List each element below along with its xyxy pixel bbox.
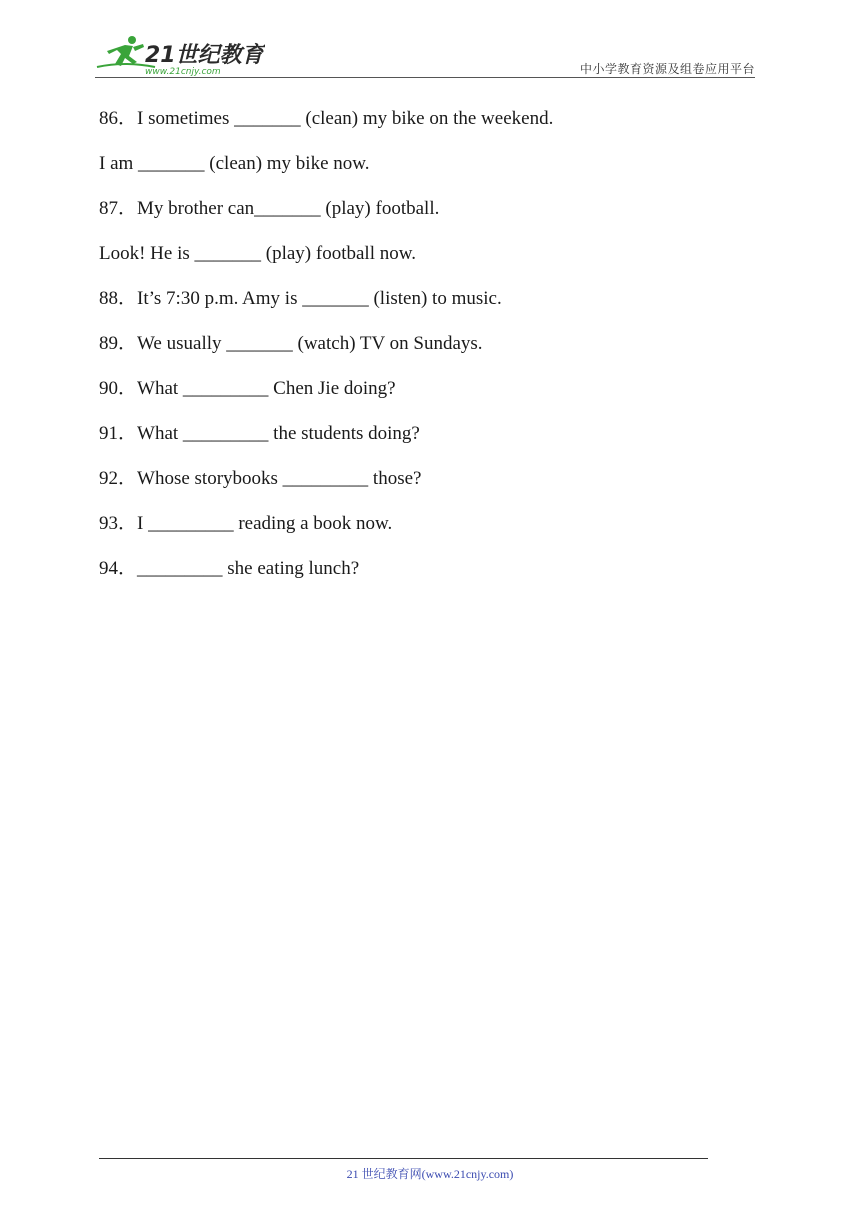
question-text: Whose storybooks _________ those? [137,468,422,489]
question-text: Look! He is _______ (play) football now. [99,243,416,264]
question-text: What _________ Chen Jie doing? [137,378,396,399]
question-number: 94． [99,558,138,579]
question-number: 86． [99,108,138,129]
question-text: I sometimes _______ (clean) my bike on the weekend. [137,108,554,129]
question-90 [99,378,739,400]
question-list [99,108,739,603]
question-number: 87． [99,198,138,219]
logo-text: 21世纪教育 [145,43,264,68]
header-divider [95,77,755,78]
question-92 [99,468,739,490]
question-text: It’s 7:30 p.m. Amy is _______ (listen) to music. [137,288,502,309]
question-text: We usually _______ (watch) TV on Sundays. [137,333,483,354]
page-header [95,30,755,78]
header-slogan: 中小学教育资源及组卷应用平台 [579,62,755,76]
question-87-line-1 [99,198,739,220]
question-number: 88． [99,288,138,309]
question-91 [99,423,739,445]
question-86-line-1 [99,108,739,130]
question-text: _________ she eating lunch? [137,558,360,579]
question-number: 91． [99,423,138,444]
question-text: My brother can_______ (play) football. [137,198,440,219]
footer-divider [99,1158,708,1159]
question-number: 90． [99,378,138,399]
question-86-line-2 [99,153,739,175]
question-text: I _________ reading a book now. [137,513,393,534]
question-number: 89． [99,333,138,354]
question-94 [99,558,739,580]
question-87-line-2 [99,243,739,265]
question-number: 93． [99,513,138,534]
logo-url: www.21cnjy.com [145,67,221,77]
question-93 [99,513,739,535]
question-88 [99,288,739,310]
question-number: 92． [99,468,138,489]
question-89 [99,333,739,355]
logo [95,34,265,78]
question-text: I am _______ (clean) my bike now. [99,153,370,174]
question-text: What _________ the students doing? [137,423,420,444]
footer-text: 21 世纪教育网(www.21cnjy.com) [346,1167,514,1181]
